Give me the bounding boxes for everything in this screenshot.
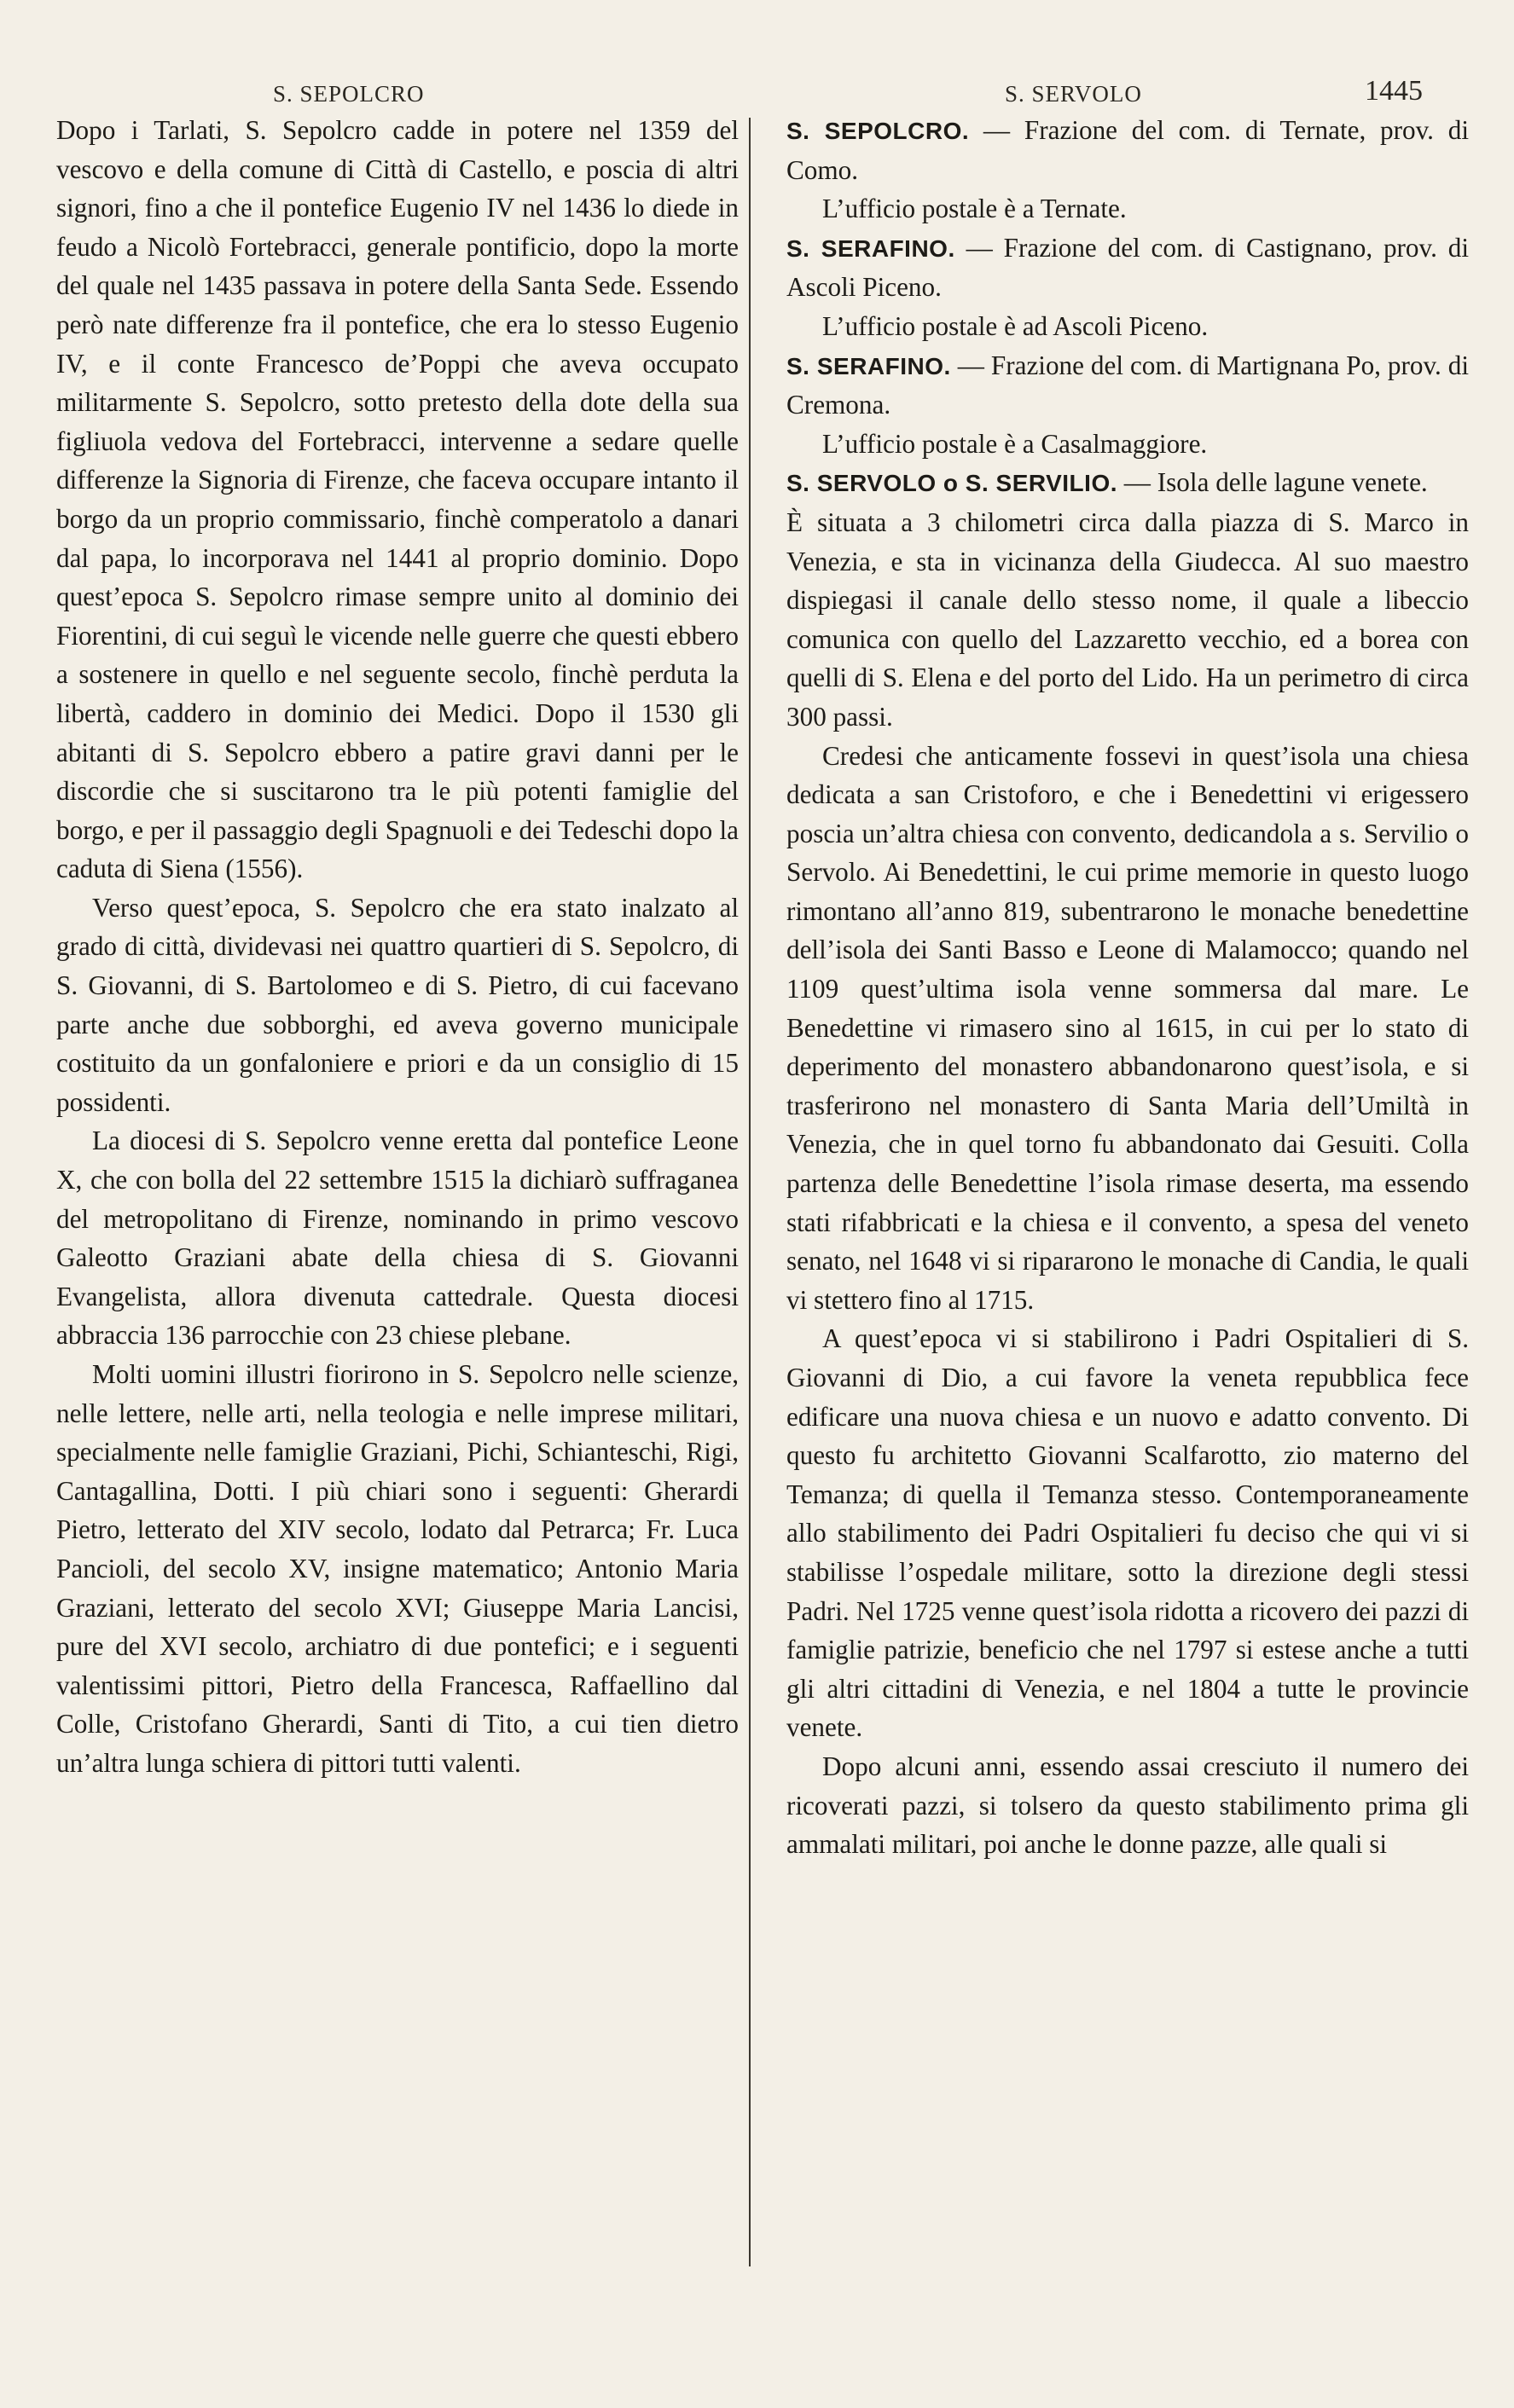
- paragraph: Dopo alcuni anni, essendo assai cresciuto il numero dei ricoverati pazzi, si tolsero da questo stabilimento prima gli ammalati militari, poi anche le donne pazze, alle quali si: [786, 1751, 1469, 1860]
- page-number: 1445: [1365, 75, 1423, 107]
- gazetteer-entry: [786, 463, 1469, 503]
- paragraph: Molti uomini illustri fiorirono in S. Sepolcro nelle scienze, nelle lettere, nelle arti, nella teologia e nelle imprese militari, specialmente nelle famiglie Graziani, Pichi, Schianteschi, Rigi, Cantagallina, Dotti. I più chiari sono i seguenti: Gherardi Pietro, letterato del XIV secolo, lodato dal Petrarca; Fr. Luca Pancioli, del secolo XV, insigne matematico; Antonio Maria Graziani, letterato del secolo XVI; Giuseppe Maria Lancisi, pure del XVI secolo, archiatro di due pontefici; e i seguenti valentissimi pittori, Pietro della Francesca, Raffaellino dal Colle, Cristofano Gherardi, Santi di Tito, a cui tien dietro un’altra lunga schiera di pittori tutti valenti.: [56, 1359, 739, 1778]
- entry-heading: S. SEPOLCRO.: [786, 118, 970, 144]
- entry-text: — Frazione del com. di Castignano, prov. di Ascoli Piceno.: [786, 232, 1469, 303]
- entry-text: — Frazione del com. di Ternate, prov. di Como.: [786, 115, 1470, 185]
- entry-heading: S. SERAFINO.: [786, 234, 955, 262]
- postal-note: L’ufficio postale è a Ternate.: [822, 194, 1127, 224]
- paragraph: A quest’epoca vi si stabilirono i Padri Ospitalieri di S. Giovanni di Dio, a cui favore la veneta repubblica fece edificare una nuova chiesa e un nuovo e adatto convento. Di questo fu architetto Giovanni Scalfarotto, zio materno del Temanza; di quella il Temanza stesso. Contemporaneamente allo stabilimento dei Padri Ospitalieri fu deciso che qui vi si stabilisse l’ospedale militare, sotto la direzione degli stessi Padri. Nel 1725 venne quest’isola ridotta a ricovero dei pazzi di famiglie patrizie, beneficio che nel 1797 si estese anche a tutti gli altri cittadini di Venezia, e nel 1804 a tutte le provincie venete.: [786, 1323, 1469, 1743]
- postal-note: L’ufficio postale è a Casalmaggiore.: [822, 428, 1208, 459]
- running-head-right: S. SERVOLO: [1005, 81, 1142, 107]
- paragraph: Credesi che anticamente fossevi in quest’isola una chiesa dedicata a san Cristoforo, e che i Benedettini vi erigessero poscia un’altra chiesa con convento, dedicandola a s. Servilio o Servolo. Ai Benedettini, le cui prime memorie in questo luogo rimontano all’anno 819, subentrarono le monache benedettine dell’isola dei Santi Basso e Leone di Malamocco; quando nel 1109 quest’ultima isola venne sommersa dal mare. Le Benedettine vi rimasero sino al 1615, in cui per lo stato di deperimento del monastero abbandonarono quest’isola, e si trasferirono nel monastero di Santa Maria dell’Umiltà in Venezia, che in quel torno fu abbandonato dai Gesuiti. Colla partenza delle Benedettine l’isola rimase deserta, ma essendo stati rifabbricati e la chiesa e il convento, a spesa del veneto senato, nel 1648 vi si ripararono le monache di Candia, le quali vi stettero fino al 1715.: [786, 740, 1469, 1315]
- paragraph: È situata a 3 chilometri circa dalla piazza di S. Marco in Venezia, e sta in vicinanza della Giudecca. Al suo maestro dispiegasi il canale dello stesso nome, il quale a libeccio comunica con quello del Lazzaretto vecchio, ed a borea con quelli di S. Elena e del porto del Lido. Ha un perimetro di circa 300 passi.: [786, 506, 1469, 732]
- gazetteer-entry: [786, 229, 1469, 307]
- entry-heading: S. SERVOLO o S. SERVILIO.: [786, 470, 1117, 497]
- gazetteer-entry: [786, 111, 1469, 189]
- column-divider: [749, 118, 751, 2266]
- paragraph: Verso quest’epoca, S. Sepolcro che era stato inalzato al grado di città, dividevasi nei quattro quartieri di S. Sepolcro, di S. Giovanni, di S. Bartolomeo e di S. Pietro, di cui facevano parte anche due sobborghi, ed aveva governo municipale costituito da un gonfaloniere e priori e da un consiglio di 15 possidenti.: [56, 892, 739, 1117]
- entry-text: — Frazione del com. di Martignana Po, prov. di Cremona.: [786, 350, 1470, 420]
- entry-text: — Isola delle lagune venete.: [1123, 467, 1428, 498]
- left-column: [56, 111, 739, 1783]
- paragraph: La diocesi di S. Sepolcro venne eretta dal pontefice Leone X, che con bolla del 22 settembre 1515 la dichiarò suffraganea del metropolitano di Firenze, nominando in primo vescovo Galeotto Graziani abate della chiesa di S. Giovanni Evangelista, allora divenuta cattedrale. Questa diocesi abbraccia 136 parrocchie con 23 chiese plebane.: [56, 1126, 739, 1351]
- running-head-left: S. SEPOLCRO: [273, 81, 425, 107]
- entry-heading: S. SERAFINO.: [786, 352, 951, 379]
- postal-note: L’ufficio postale è ad Ascoli Piceno.: [822, 310, 1209, 341]
- paragraph: Dopo i Tarlati, S. Sepolcro cadde in potere nel 1359 del vescovo e della comune di Città di Castello, e poscia di altri signori, fino a che il pontefice Eugenio IV nel 1436 lo diede in feudo a Nicolò Fortebracci, generale pontificio, dopo la morte del quale nel 1435 passava in potere della Santa Sede. Essendo però nate differenze fra il pontefice, che era lo stesso Eugenio IV, e il conte Francesco de’Poppi che aveva occupato militarmente S. Sepolcro, sotto pretesto della dote della sua figliuola vedova del Fortebracci, intervenne a sedare quelle differenze la Signoria di Firenze, che faceva occupare intanto il borgo da un proprio commissario, finchè comperatolo a danari dal papa, lo incorporava nel 1441 al proprio dominio. Dopo quest’epoca S. Sepolcro rimase sempre unito al dominio dei Fiorentini, di cui seguì le vicende nelle guerre che questi ebbero a sostenere in quello e nel seguente secolo, finchè perduta la libertà, caddero in dominio dei Medici. Dopo il 1530 gli abitanti di S. Sepolcro ebbero a patire gravi danni per le discordie che si suscitarono tra le più potenti famiglie del borgo, e per il passaggio degli Spagnuoli e dei Tedeschi dopo la caduta di Siena (1556).: [56, 115, 739, 884]
- gazetteer-entry: [786, 346, 1469, 425]
- right-column: [786, 111, 1469, 1864]
